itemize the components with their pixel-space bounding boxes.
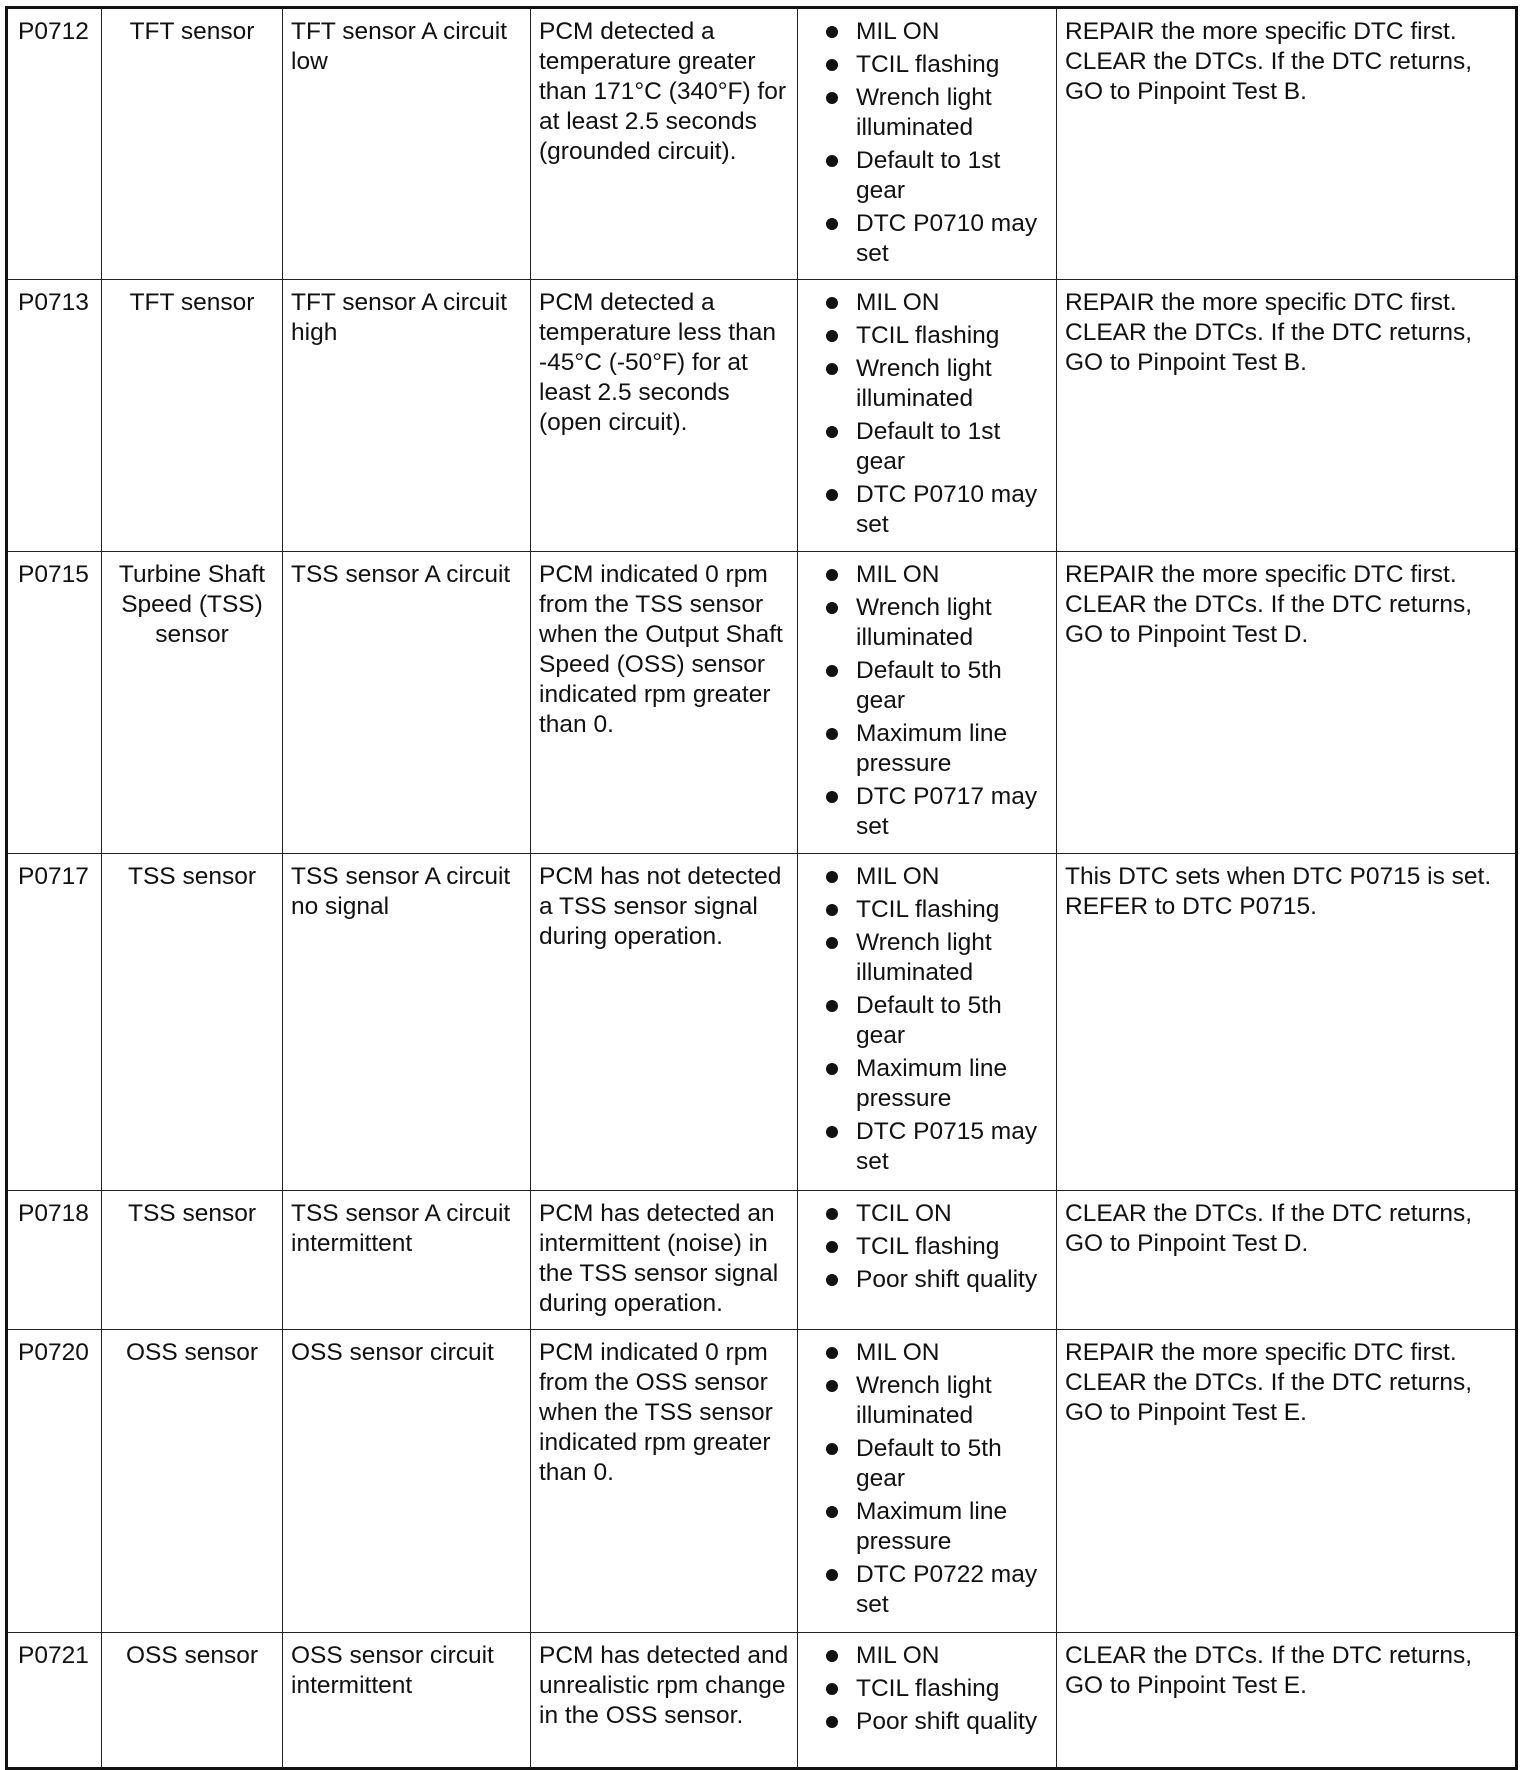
table-row (7, 1330, 1517, 1633)
symptom-item (804, 1641, 1048, 1671)
bullet-icon (826, 330, 838, 342)
table-row (7, 280, 1517, 552)
symptom-text: TCIL flashing (856, 322, 1000, 349)
condition-cell: PCM has not detected a TSS sensor signal during operation. (531, 854, 798, 1191)
symptom-list (804, 17, 1048, 269)
bullet-icon (826, 26, 838, 38)
bullet-icon (826, 728, 838, 740)
symptom-item (804, 17, 1048, 47)
symptom-item (804, 1232, 1048, 1262)
bullet-icon (826, 92, 838, 104)
action-cell: REPAIR the more specific DTC first. CLEAR the DTCs. If the DTC returns, GO to Pinpoint Test B. (1057, 280, 1517, 552)
bullet-icon (826, 1208, 838, 1220)
bullet-icon (826, 1716, 838, 1728)
action-cell: CLEAR the DTCs. If the DTC returns, GO to Pinpoint Test E. (1057, 1633, 1517, 1769)
symptom-text: Wrench light illuminated (856, 84, 992, 141)
table-row (7, 1191, 1517, 1330)
symptom-text: Maximum line pressure (856, 1055, 1008, 1112)
condition-cell: PCM indicated 0 rpm from the OSS sensor when the TSS sensor indicated rpm greater than 0. (531, 1330, 798, 1633)
symptom-text: TCIL flashing (856, 51, 1000, 78)
symptom-item (804, 1054, 1048, 1114)
dtc-table-body (7, 8, 1517, 1769)
symptoms-cell (798, 280, 1057, 552)
bullet-icon (826, 1063, 838, 1075)
symptoms-cell (798, 8, 1057, 280)
table-row (7, 552, 1517, 854)
symptom-text: Wrench light illuminated (856, 594, 992, 651)
symptom-text: TCIL ON (856, 1200, 952, 1227)
symptom-text: DTC P0715 may set (856, 1118, 1038, 1175)
dtc-code-cell: P0721 (7, 1633, 102, 1769)
description-cell: TSS sensor A circuit (283, 552, 531, 854)
symptom-text: TCIL flashing (856, 1675, 1000, 1702)
component-cell: TSS sensor (102, 854, 283, 1191)
bullet-icon (826, 59, 838, 71)
symptom-item (804, 209, 1048, 269)
symptom-text: MIL ON (856, 863, 940, 890)
condition-cell: PCM detected a temperature less than -45°C (-50°F) for at least 2.5 seconds (open circuit). (531, 280, 798, 552)
symptom-item (804, 354, 1048, 414)
condition-cell: PCM indicated 0 rpm from the TSS sensor when the Output Shaft Speed (OSS) sensor indicated rpm greater than 0. (531, 552, 798, 854)
bullet-icon (826, 426, 838, 438)
bullet-icon (826, 363, 838, 375)
description-cell: TFT sensor A circuit low (283, 8, 531, 280)
bullet-icon (826, 937, 838, 949)
bullet-icon (826, 1347, 838, 1359)
symptom-item (804, 719, 1048, 779)
bullet-icon (826, 904, 838, 916)
component-cell: OSS sensor (102, 1330, 283, 1633)
symptom-item (804, 1371, 1048, 1431)
symptom-text: DTC P0710 may set (856, 481, 1038, 538)
dtc-code-cell: P0720 (7, 1330, 102, 1633)
bullet-icon (826, 1683, 838, 1695)
symptom-text: MIL ON (856, 1642, 940, 1669)
symptom-text: DTC P0722 may set (856, 1561, 1038, 1618)
component-cell: Turbine Shaft Speed (TSS) sensor (102, 552, 283, 854)
symptom-item (804, 862, 1048, 892)
symptom-text: Wrench light illuminated (856, 929, 992, 986)
symptom-list (804, 1199, 1048, 1295)
symptoms-cell (798, 1191, 1057, 1330)
bullet-icon (826, 1274, 838, 1286)
symptom-text: TCIL flashing (856, 1233, 1000, 1260)
bullet-icon (826, 871, 838, 883)
symptom-item (804, 1338, 1048, 1368)
bullet-icon (826, 602, 838, 614)
bullet-icon (826, 791, 838, 803)
component-cell: TFT sensor (102, 8, 283, 280)
symptom-text: Default to 5th gear (856, 992, 1002, 1049)
bullet-icon (826, 1000, 838, 1012)
symptom-list (804, 288, 1048, 540)
symptom-item (804, 928, 1048, 988)
symptom-item (804, 83, 1048, 143)
bullet-icon (826, 218, 838, 230)
dtc-code-cell: P0717 (7, 854, 102, 1191)
symptom-text: Poor shift quality (856, 1708, 1038, 1735)
symptom-text: Default to 5th gear (856, 1435, 1002, 1492)
bullet-icon (826, 1241, 838, 1253)
symptom-item (804, 991, 1048, 1051)
component-cell: TFT sensor (102, 280, 283, 552)
bullet-icon (826, 1569, 838, 1581)
description-cell: TSS sensor A circuit no signal (283, 854, 531, 1191)
description-cell: TFT sensor A circuit high (283, 280, 531, 552)
symptom-item (804, 1497, 1048, 1557)
symptom-item (804, 146, 1048, 206)
symptom-item (804, 895, 1048, 925)
bullet-icon (826, 1506, 838, 1518)
symptom-item (804, 321, 1048, 351)
symptom-text: Wrench light illuminated (856, 1372, 992, 1429)
symptom-list (804, 1641, 1048, 1737)
symptoms-cell (798, 552, 1057, 854)
symptom-text: DTC P0710 may set (856, 210, 1038, 267)
symptom-item (804, 782, 1048, 842)
dtc-table (5, 6, 1518, 1770)
condition-cell: PCM has detected and unrealistic rpm change in the OSS sensor. (531, 1633, 798, 1769)
symptoms-cell (798, 854, 1057, 1191)
symptom-item (804, 1707, 1048, 1737)
symptom-item (804, 1199, 1048, 1229)
symptom-text: Default to 5th gear (856, 657, 1002, 714)
symptom-item (804, 480, 1048, 540)
dtc-code-cell: P0715 (7, 552, 102, 854)
condition-cell: PCM detected a temperature greater than 171°C (340°F) for at least 2.5 seconds (grounded circuit). (531, 8, 798, 280)
dtc-code-cell: P0718 (7, 1191, 102, 1330)
dtc-code-cell: P0713 (7, 280, 102, 552)
action-cell: REPAIR the more specific DTC first. CLEAR the DTCs. If the DTC returns, GO to Pinpoint Test B. (1057, 8, 1517, 280)
component-cell: TSS sensor (102, 1191, 283, 1330)
symptom-text: MIL ON (856, 561, 940, 588)
symptoms-cell (798, 1633, 1057, 1769)
symptom-text: MIL ON (856, 289, 940, 316)
bullet-icon (826, 1650, 838, 1662)
symptom-text: DTC P0717 may set (856, 783, 1038, 840)
symptoms-cell (798, 1330, 1057, 1633)
symptom-item (804, 1560, 1048, 1620)
symptom-text: Default to 1st gear (856, 418, 1001, 475)
symptom-item (804, 417, 1048, 477)
symptom-item (804, 1674, 1048, 1704)
symptom-list (804, 1338, 1048, 1620)
symptom-text: TCIL flashing (856, 896, 1000, 923)
symptom-item (804, 1434, 1048, 1494)
dtc-code-cell: P0712 (7, 8, 102, 280)
bullet-icon (826, 569, 838, 581)
bullet-icon (826, 665, 838, 677)
bullet-icon (826, 489, 838, 501)
table-row (7, 1633, 1517, 1769)
description-cell: OSS sensor circuit (283, 1330, 531, 1633)
table-row (7, 854, 1517, 1191)
symptom-text: Wrench light illuminated (856, 355, 992, 412)
component-cell: OSS sensor (102, 1633, 283, 1769)
bullet-icon (826, 1380, 838, 1392)
action-cell: CLEAR the DTCs. If the DTC returns, GO to Pinpoint Test D. (1057, 1191, 1517, 1330)
description-cell: OSS sensor circuit intermittent (283, 1633, 531, 1769)
symptom-list (804, 862, 1048, 1177)
symptom-item (804, 288, 1048, 318)
symptom-item (804, 1117, 1048, 1177)
symptom-item (804, 656, 1048, 716)
description-cell: TSS sensor A circuit intermittent (283, 1191, 531, 1330)
table-row (7, 8, 1517, 280)
symptom-text: MIL ON (856, 1339, 940, 1366)
symptom-text: Poor shift quality (856, 1266, 1038, 1293)
symptom-text: Default to 1st gear (856, 147, 1001, 204)
bullet-icon (826, 155, 838, 167)
symptom-text: Maximum line pressure (856, 720, 1008, 777)
bullet-icon (826, 1126, 838, 1138)
symptom-item (804, 593, 1048, 653)
symptom-item (804, 1265, 1048, 1295)
symptom-list (804, 560, 1048, 842)
action-cell: REPAIR the more specific DTC first. CLEAR the DTCs. If the DTC returns, GO to Pinpoint Test D. (1057, 552, 1517, 854)
symptom-text: MIL ON (856, 18, 940, 45)
symptom-item (804, 560, 1048, 590)
action-cell: REPAIR the more specific DTC first. CLEAR the DTCs. If the DTC returns, GO to Pinpoint Test E. (1057, 1330, 1517, 1633)
bullet-icon (826, 1443, 838, 1455)
symptom-text: Maximum line pressure (856, 1498, 1008, 1555)
symptom-item (804, 50, 1048, 80)
action-cell: This DTC sets when DTC P0715 is set. REFER to DTC P0715. (1057, 854, 1517, 1191)
condition-cell: PCM has detected an intermittent (noise) in the TSS sensor signal during operation. (531, 1191, 798, 1330)
bullet-icon (826, 297, 838, 309)
